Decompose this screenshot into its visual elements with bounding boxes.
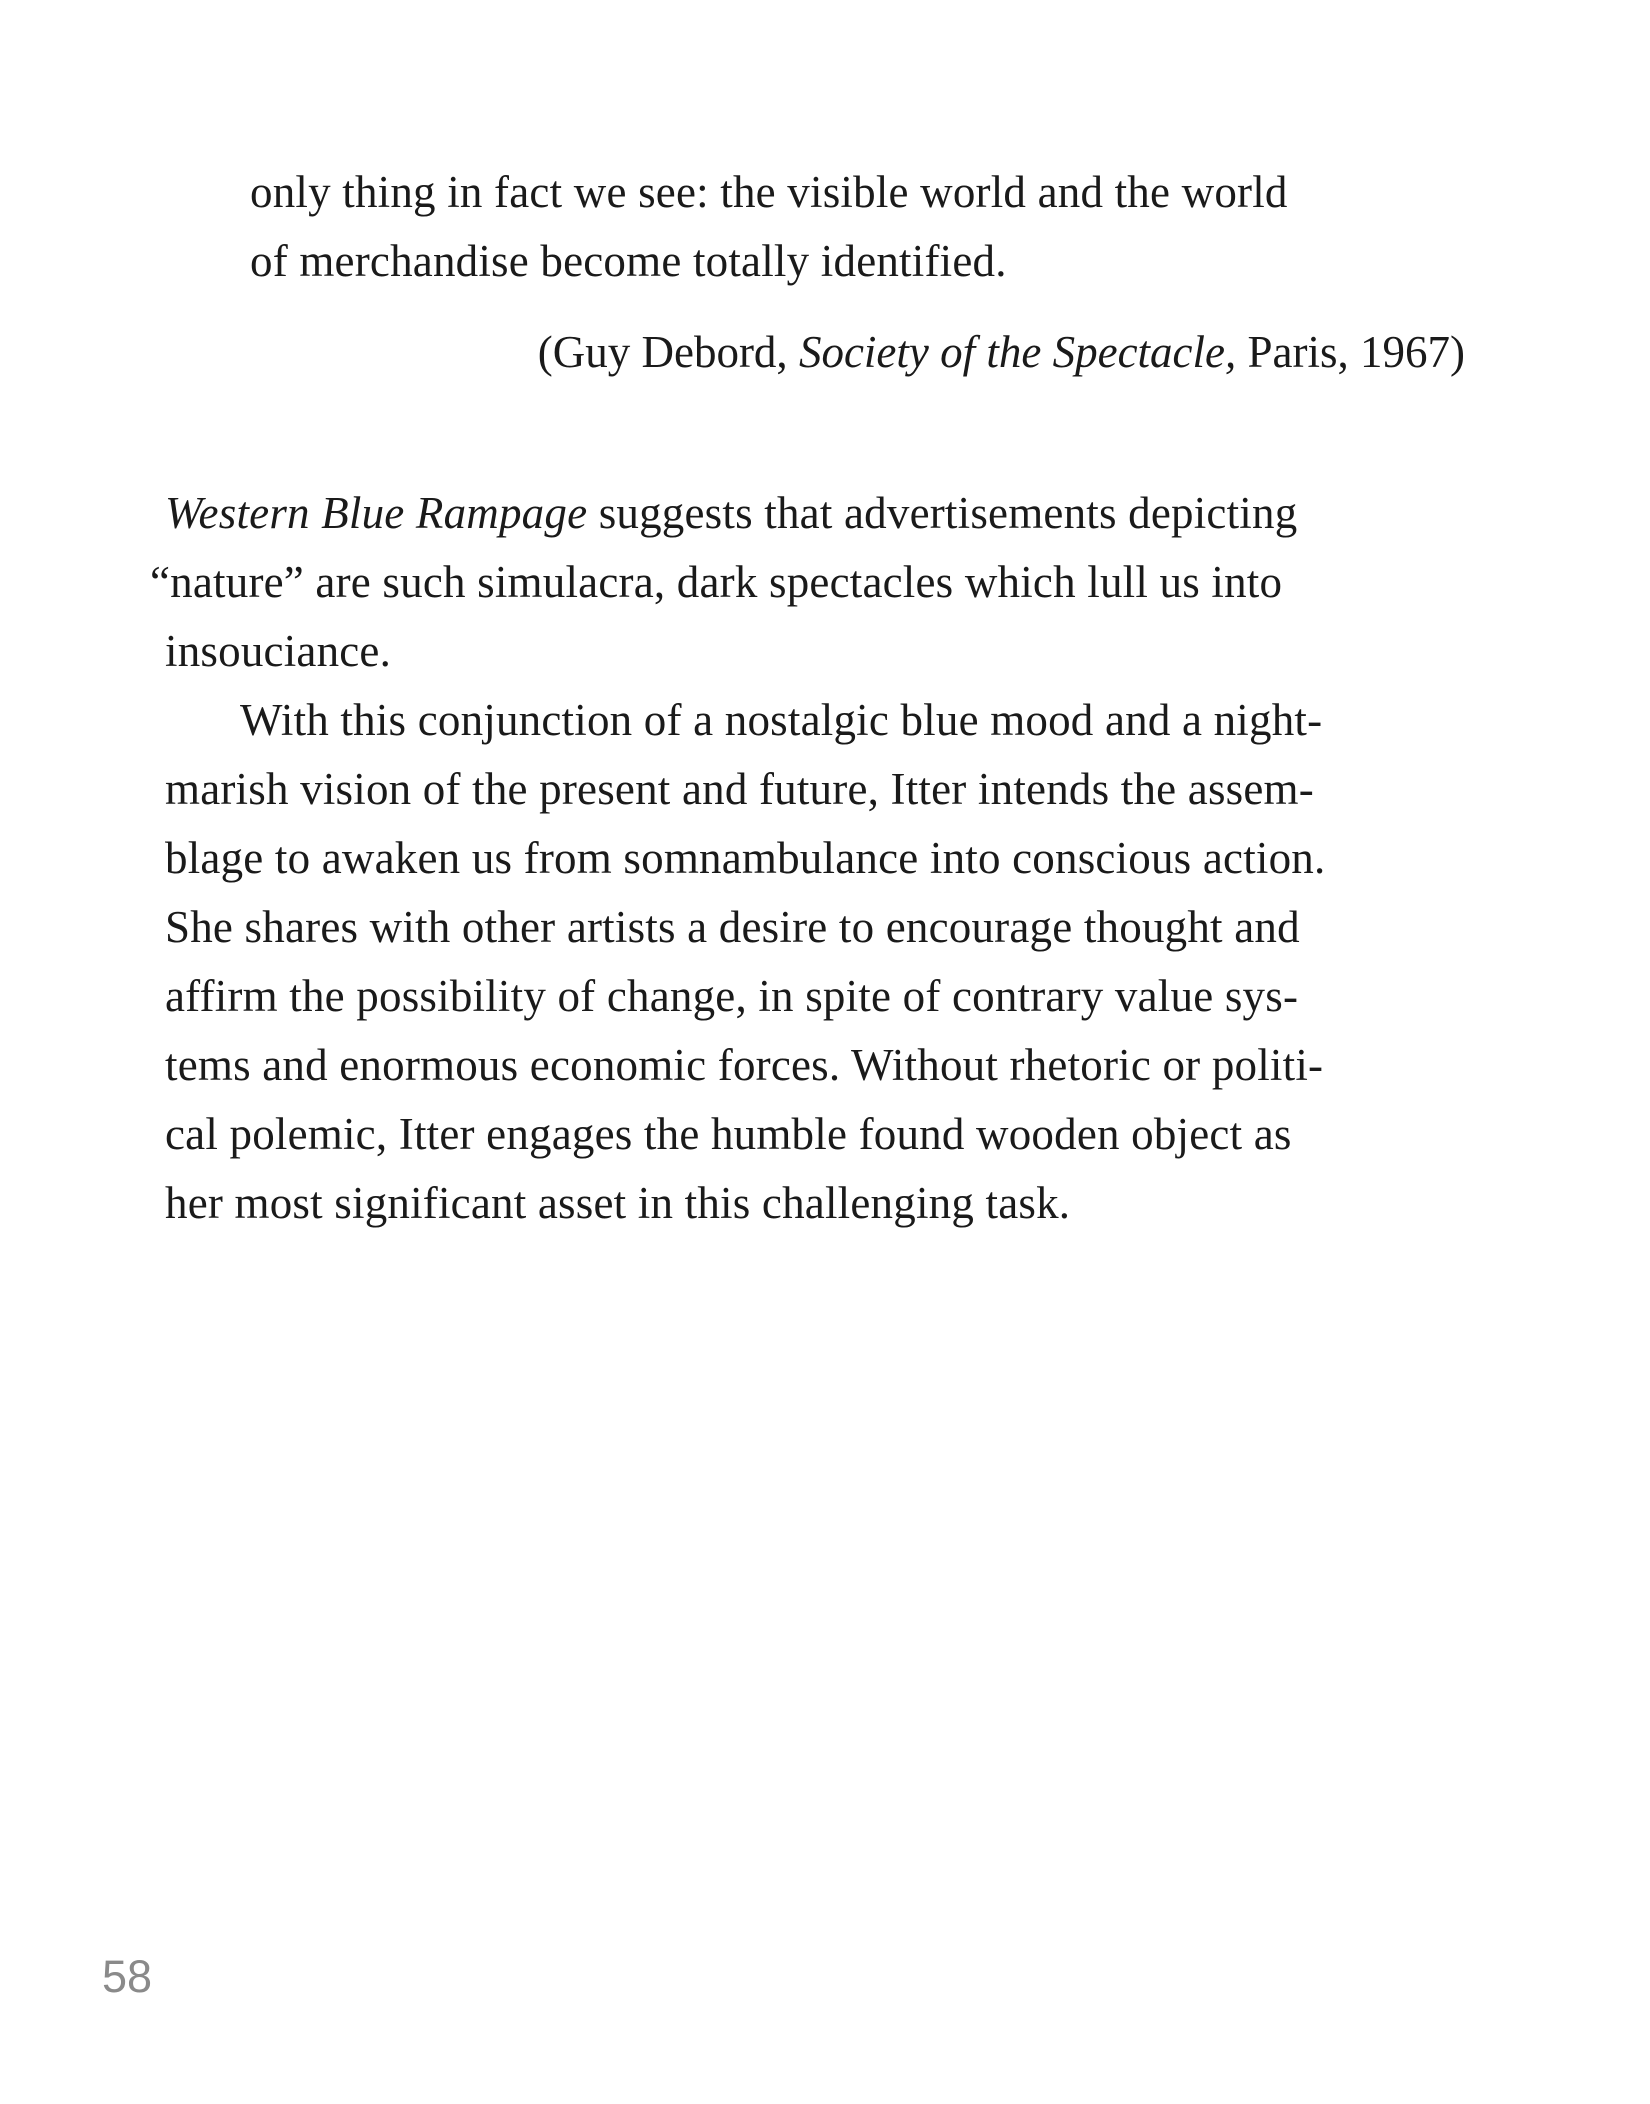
paragraph-2-line: She shares with other artists a desire to encourage thought and	[165, 902, 1300, 952]
paragraph-1-line-rest: suggests that advertisements depicting	[587, 488, 1298, 538]
paragraph-1-line: insouciance.	[165, 626, 392, 676]
artwork-title: Western Blue Rampage	[165, 488, 588, 538]
paragraph-2-line: tems and enormous economic forces. Without rhetoric or politi-	[165, 1040, 1324, 1090]
paragraph-1-line: “nature” are such simulacra, dark spectacles which lull us into	[150, 557, 1283, 607]
attribution-work-title: Society of the Spectacle,	[798, 327, 1237, 377]
paragraph-2-line: cal polemic, Itter engages the humble found wooden object as	[165, 1109, 1292, 1159]
paragraph-2-line: With this conjunction of a nostalgic blue mood and a night-	[240, 695, 1323, 745]
quote-attribution	[165, 318, 1465, 387]
body-text	[150, 479, 1505, 1238]
attribution-place-year: Paris, 1967)	[1236, 327, 1465, 377]
paragraph-2-line: affirm the possibility of change, in spite of contrary value sys-	[165, 971, 1299, 1021]
blockquote-line: only thing in fact we see: the visible world and the world	[250, 167, 1288, 217]
blockquote	[250, 158, 1400, 296]
paragraph-2-line: marish vision of the present and future, Itter intends the assem-	[165, 764, 1314, 814]
blockquote-line: of merchandise become totally identified.	[250, 236, 1007, 286]
paragraph-1-line	[165, 479, 1505, 548]
paragraph-1	[150, 479, 1505, 686]
paragraph-2-line: her most significant asset in this challenging task.	[165, 1178, 1071, 1228]
paragraph-2	[165, 686, 1505, 1238]
paragraph-2-line: blage to awaken us from somnambulance into conscious action.	[165, 833, 1326, 883]
attribution-author: (Guy Debord,	[537, 327, 799, 377]
page-number: 58	[102, 1951, 153, 2002]
